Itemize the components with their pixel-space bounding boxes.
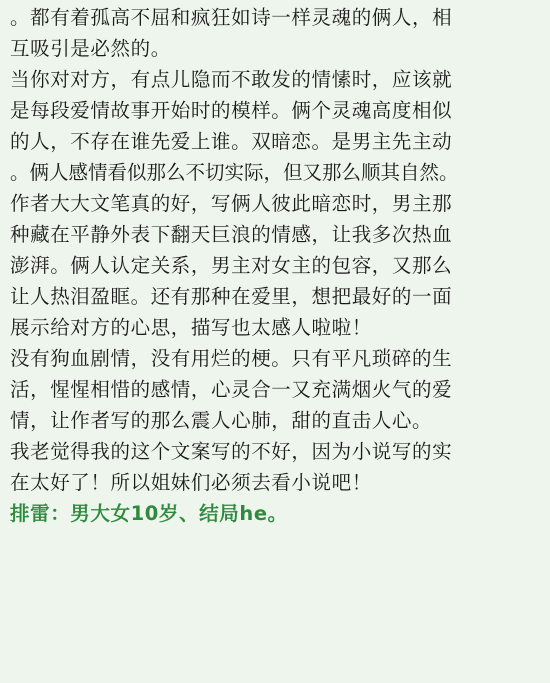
text-line: 活，惺惺相惜的感情，心灵合一又充满烟火气的爱: [10, 378, 453, 401]
warning-line: 排雷：男大女10岁、结局he。: [10, 502, 288, 525]
text-line: 在太好了！所以姐妹们必须去看小说吧！: [10, 471, 372, 494]
text-line: 。都有着孤高不屈和疯狂如诗一样灵魂的俩人，相: [10, 6, 453, 29]
text-line: 。俩人感情看似那么不切实际，但又那么顺其自然。: [10, 161, 459, 184]
text-line: 是每段爱情故事开始时的模样。俩个灵魂高度相似: [10, 99, 453, 122]
text-line: 的人，不存在谁先爱上谁。双暗恋。是男主先主动: [10, 130, 453, 153]
text-line: 种藏在平静外表下翻天巨浪的情感，让我多次热血: [10, 223, 453, 246]
text-line: 互吸引是必然的。: [10, 37, 171, 60]
text-line: 让人热泪盈眶。还有那种在爱里，想把最好的一面: [10, 285, 453, 308]
text-line: 没有狗血剧情，没有用烂的梗。只有平凡琐碎的生: [10, 347, 453, 370]
text-line: 当你对对方，有点儿隐而不敢发的情愫时，应该就: [10, 68, 453, 91]
text-line: 澎湃。俩人认定关系，男主对女主的包容，又那么: [10, 254, 453, 277]
text-line: 我老觉得我的这个文案写的不好，因为小说写的实: [10, 440, 453, 463]
text-line: 作者大大文笔真的好，写俩人彼此暗恋时，男主那: [10, 192, 453, 215]
text-line: 情，让作者写的那么震人心肺，甜的直击人心。: [10, 409, 433, 432]
text-line: 展示给对方的心思，描写也太感人啦啦！: [10, 316, 372, 339]
